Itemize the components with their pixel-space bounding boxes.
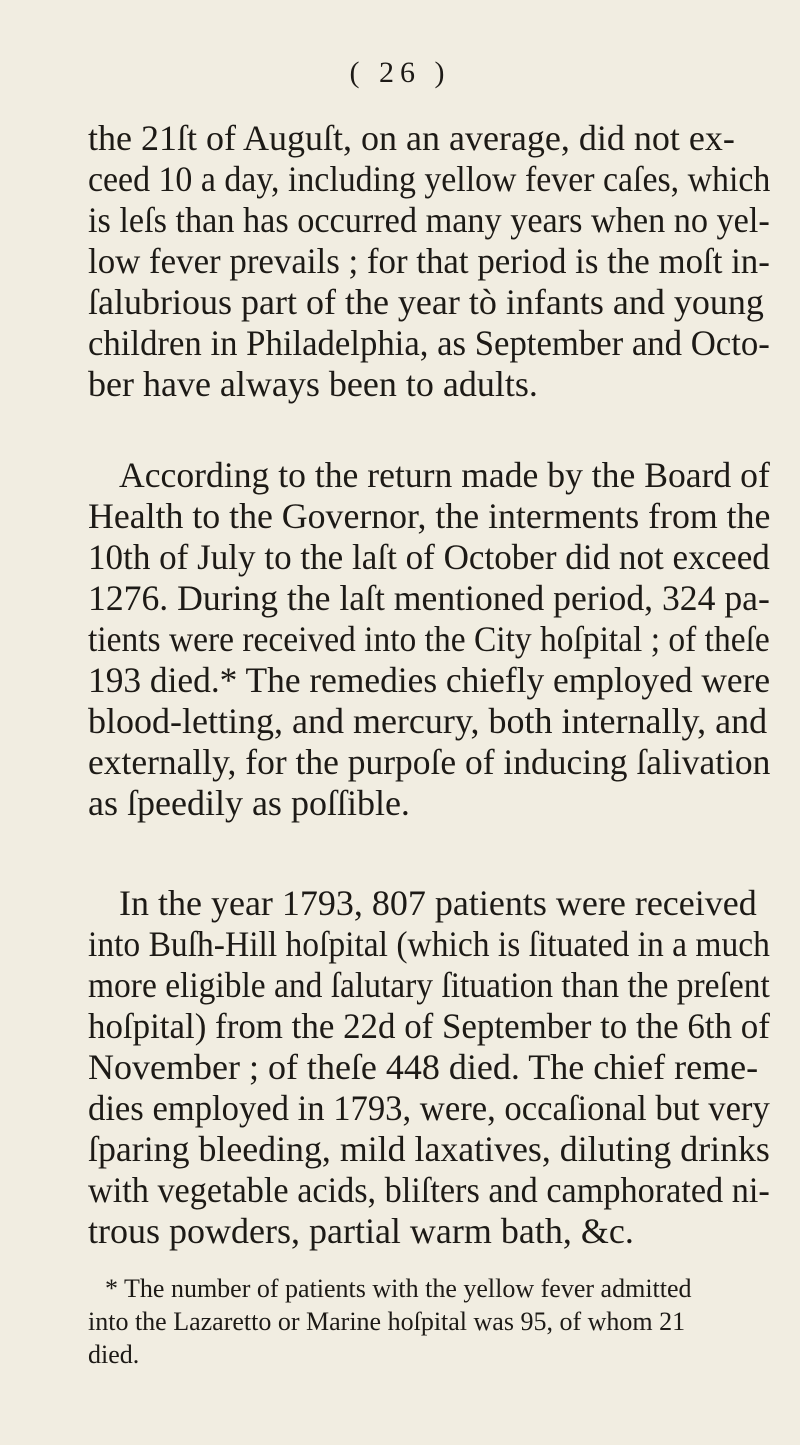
text-line: trous powders, partial warm bath, &c. xyxy=(88,1211,634,1251)
text-line: ſalubrious part of the year tò infants and young xyxy=(88,282,764,322)
text-line: November ; of theſe 448 died. The chief reme- xyxy=(88,1047,759,1087)
text-line: ſparing bleeding, mild laxatives, diluting drinks xyxy=(88,1129,770,1169)
text-line: hoſpital) from the 22d of September to the 6th of xyxy=(88,1006,770,1046)
text-line: In the year 1793, 807 patients were received xyxy=(119,883,757,923)
text-line: dies employed in 1793, were, occaſional but very xyxy=(88,1088,770,1128)
text-line: as ſpeedily as poſſible. xyxy=(88,783,410,823)
page-number: ( 26 ) xyxy=(349,56,451,89)
text-line: is leſs than has occurred many years when no yel- xyxy=(88,200,770,240)
text-line: with vegetable acids, bliſters and camphorated ni- xyxy=(88,1170,770,1210)
text-line: According to the return made by the Board of xyxy=(119,455,770,495)
footnote-line: died. xyxy=(88,1340,140,1369)
text-line: children in Philadelphia, as September and Octo- xyxy=(88,323,770,363)
footnote-line: into the Lazaretto or Marine hoſpital was 95, of whom 21 xyxy=(88,1307,686,1336)
text-line: Health to the Governor, the interments from the xyxy=(88,496,771,536)
text-line: 193 died.* The remedies chiefly employed were xyxy=(88,660,771,700)
text-line: tients were received into the City hoſpital ; of theſe xyxy=(88,619,770,659)
text-line: ber have always been to adults. xyxy=(88,364,538,404)
text-line: blood-letting, and mercury, both internally, and xyxy=(88,701,768,741)
text-line: more eligible and ſalutary ſituation than the preſent xyxy=(88,965,770,1005)
text-line: into Buſh-Hill hoſpital (which is ſituated in a much xyxy=(88,924,770,964)
text-line: low fever prevails ; for that period is the moſt in- xyxy=(88,241,770,281)
text-line: ceed 10 a day, including yellow fever caſes, which xyxy=(88,159,771,199)
footnote-line: * The number of patients with the yellow fever admitted xyxy=(105,1274,692,1303)
text-line: the 21ſt of Auguſt, on an average, did not ex- xyxy=(88,118,735,158)
text-line: 1276. During the laſt mentioned period, 324 pa- xyxy=(88,578,770,618)
text-line: externally, for the purpoſe of inducing ſalivation xyxy=(88,742,771,782)
text-line: 10th of July to the laſt of October did not exceed xyxy=(88,537,770,577)
